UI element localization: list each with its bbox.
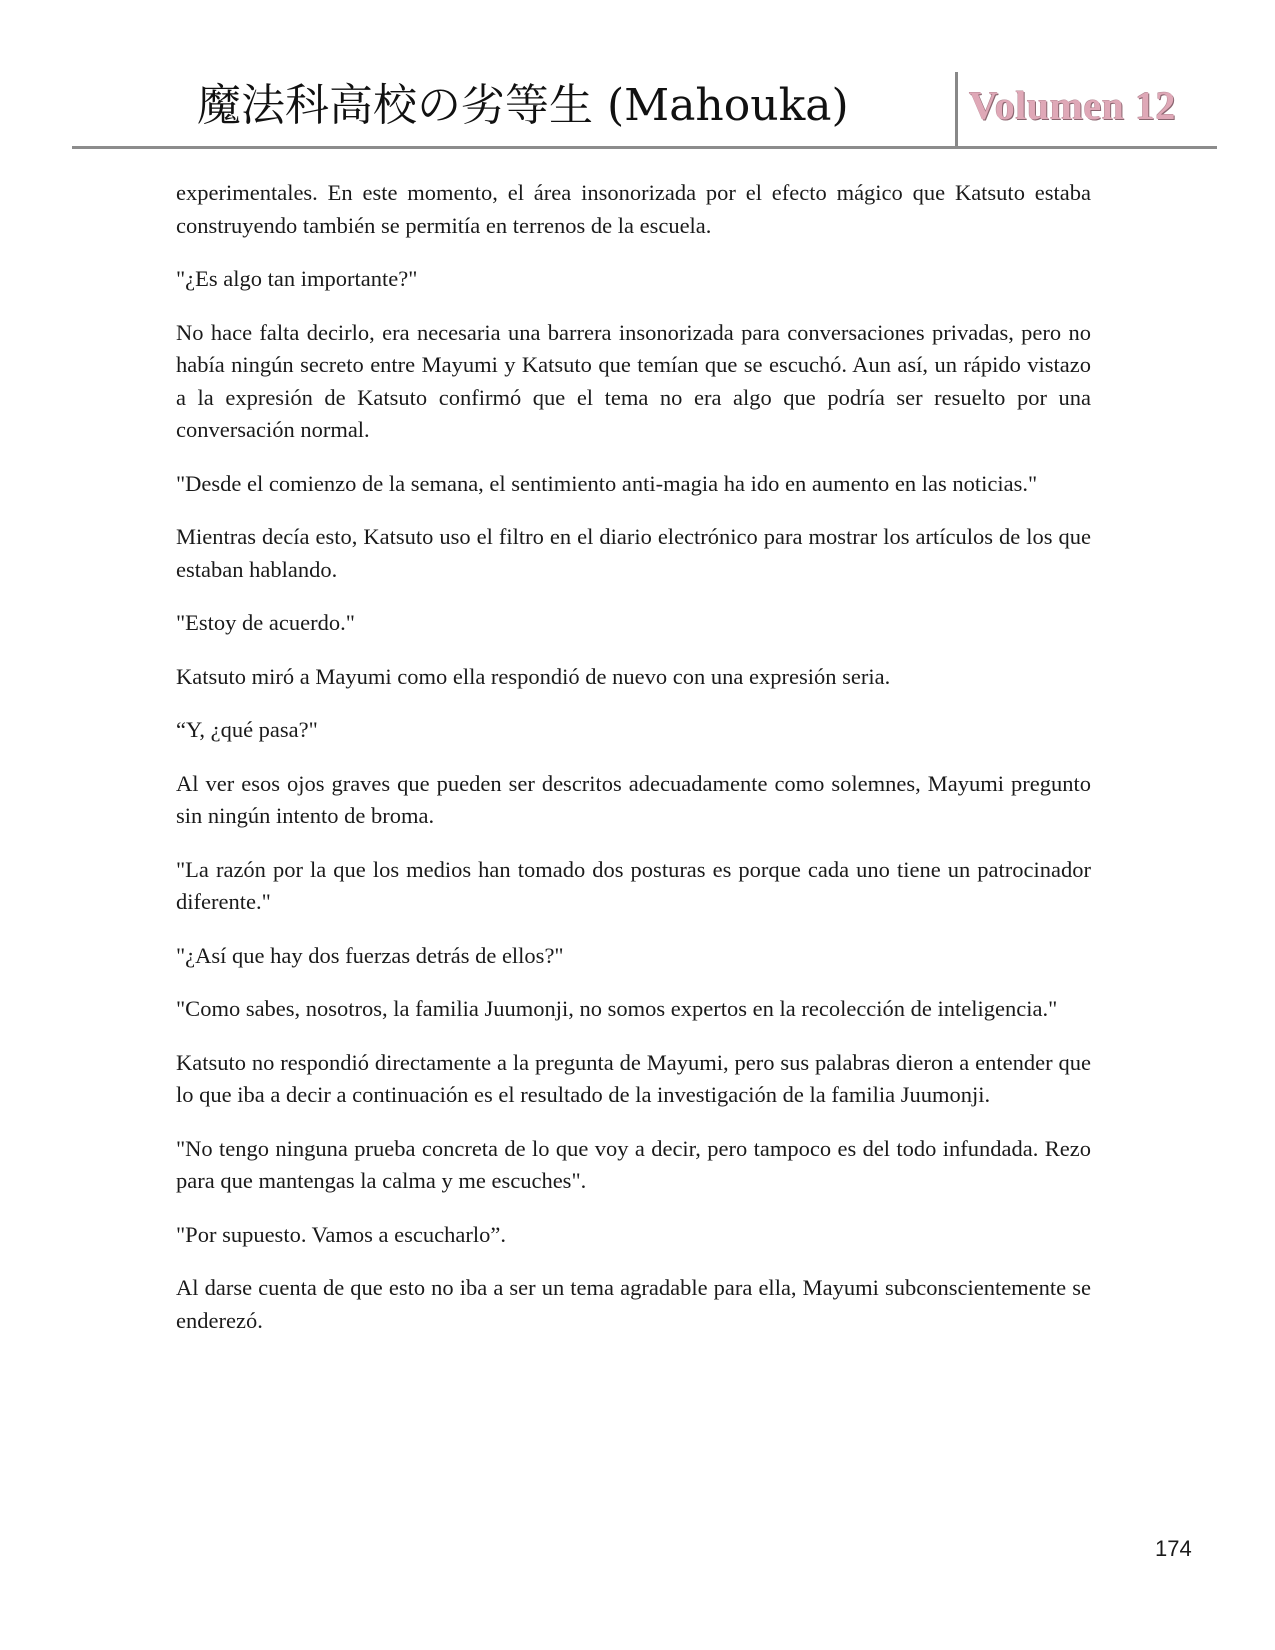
paragraph: “Y, ¿qué pasa?": [176, 717, 318, 742]
paragraph: "Estoy de acuerdo.": [176, 610, 355, 635]
header-divider: [955, 72, 958, 146]
paragraph: "La razón por la que los medios han tomado dos posturas es porque cada uno tiene un patrocinador diferente.": [176, 856, 1091, 914]
paragraph: "¿Así que hay dos fuerzas detrás de ellos?": [176, 942, 564, 968]
paragraph: "Desde el comienzo de la semana, el sentimiento anti-magia ha ido en aumento en las noticias.": [176, 470, 1038, 496]
body-text: [176, 177, 1091, 1358]
paragraph: Al ver esos ojos graves que pueden ser descritos adecuadamente como solemnes, Mayumi pregunto sin ningún intento de broma.: [176, 770, 1091, 828]
paragraph: Al darse cuenta de que esto no iba a ser un tema agradable para ella, Mayumi subconscientemente se enderezó.: [176, 1275, 1091, 1333]
paragraph: No hace falta decirlo, era necesaria una barrera insonorizada para conversaciones privadas, pero no había ningún secreto entre Mayumi y Katsuto que temían que se escuchó. Aun así, un rápido vistazo a la expresión de Katsuto confirmó que el tema no era algo que podría ser resuelto por una conversación normal.: [176, 319, 1091, 442]
paragraph: "¿Es algo tan importante?": [176, 266, 418, 291]
paragraph: "Por supuesto. Vamos a escucharlo”.: [176, 1221, 506, 1247]
header-rule: [72, 146, 1217, 149]
volume-label: Volumen 12: [969, 83, 1176, 128]
page-header: [72, 70, 1217, 150]
header-title: 魔法科高校の劣等生 (Mahouka): [197, 80, 849, 131]
paragraph: "No tengo ninguna prueba concreta de lo que voy a decir, pero tampoco es del todo infundada. Rezo para que mantengas la calma y me escuches".: [176, 1135, 1091, 1193]
paragraph: Mientras decía esto, Katsuto uso el filtro en el diario electrónico para mostrar los artículos de los que estaban hablando.: [176, 524, 1091, 582]
paragraph: Katsuto miró a Mayumi como ella respondió de nuevo con una expresión seria.: [176, 663, 891, 689]
page-number: 174: [1155, 1536, 1192, 1561]
paragraph: experimentales. En este momento, el área insonorizada por el efecto mágico que Katsuto estaba construyendo también se permitía en terrenos de la escuela.: [176, 180, 1091, 238]
paragraph: Katsuto no respondió directamente a la pregunta de Mayumi, pero sus palabras dieron a entender que lo que iba a decir a continuación es el resultado de la investigación de la familia Juumonji.: [176, 1049, 1091, 1107]
paragraph: "Como sabes, nosotros, la familia Juumonji, no somos expertos en la recolección de inteligencia.": [176, 996, 1058, 1021]
